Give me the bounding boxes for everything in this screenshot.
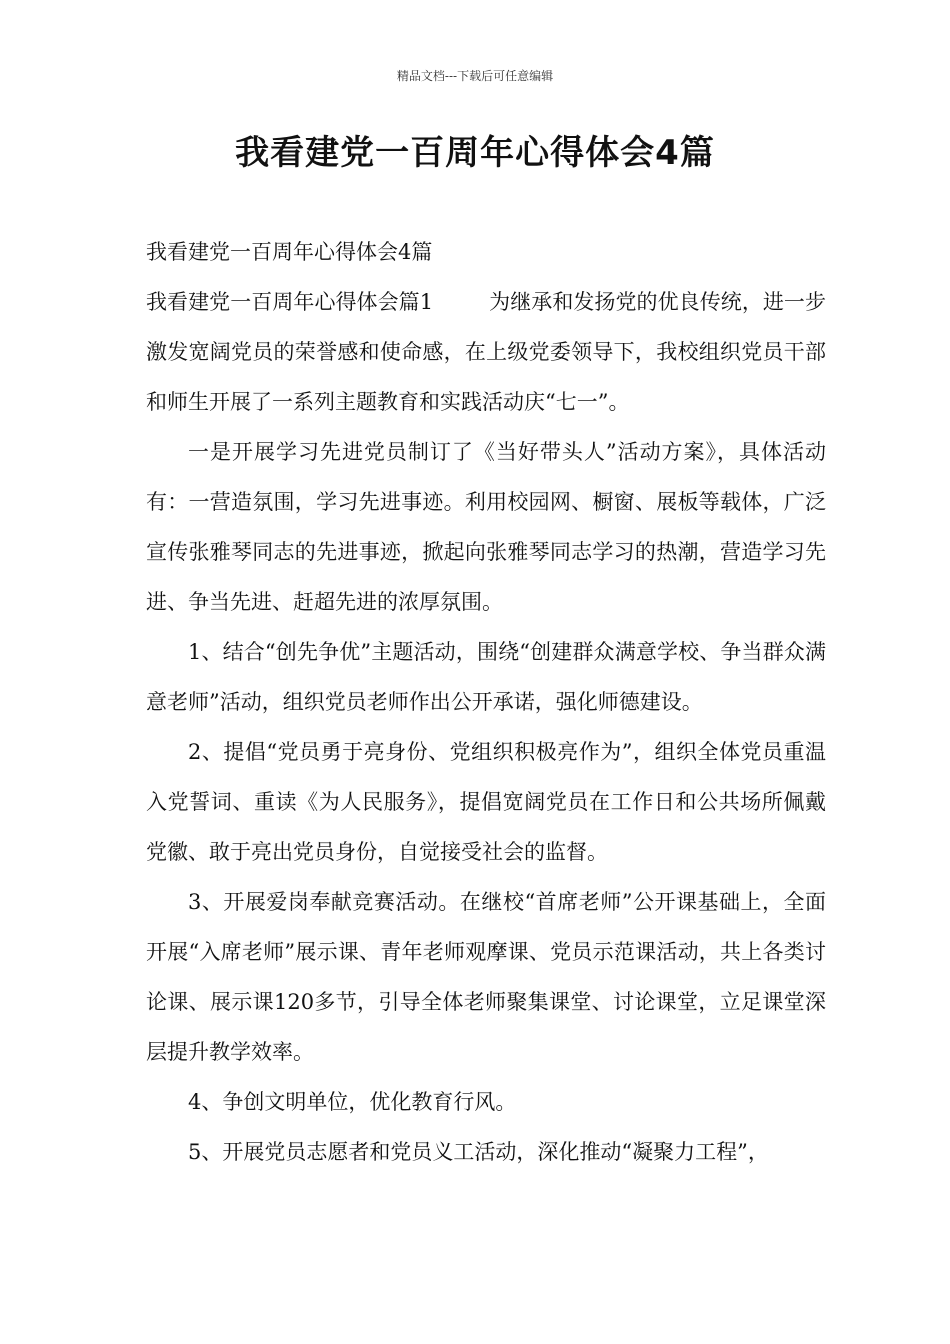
section-label: 我看建党一百周年心得体会篇1 (146, 290, 434, 314)
section-paragraph (146, 277, 826, 427)
body-paragraph: 3、开展爱岗奉献竞赛活动。在继校“首席老师”公开课基础上，全面开展“入席老师”展示课、青年老师观摩课、党员示范课活动，共上各类讨论课、展示课120多节，引导全体老师聚集课堂、讨论课堂，立足课堂深层提升教学效率。 (146, 890, 826, 1064)
section-intro: 为继承和发扬党的优良传统，进一步激发宽阔党员的荣誉感和使命感，在上级党委领导下，我校组织党员干部和师生开展了一系列主题教育和实践活动庆“七一”。 (146, 290, 826, 414)
body-paragraph: 一是开展学习先进党员制订了《当好带头人”活动方案》，具体活动有：一营造氛围，学习先进事迹。利用校园网、橱窗、展板等载体，广泛宣传张雅琴同志的先进事迹，掀起向张雅琴同志学习的热潮，营造学习先进、争当先进、赶超先进的浓厚氛围。 (146, 440, 826, 614)
document-body (146, 227, 826, 1177)
body-paragraph: 1、结合“创先争优”主题活动，围绕“创建群众满意学校、争当群众满意老师”活动，组织党员老师作出公开承诺，强化师德建设。 (146, 640, 826, 714)
header-note: 精品文档---下载后可任意编辑 (396, 69, 554, 83)
body-paragraph: 5、开展党员志愿者和党员义工活动，深化推动“凝聚力工程”， (188, 1140, 769, 1164)
document-title: 我看建党一百周年心得体会4篇 (235, 133, 715, 173)
body-paragraph: 2、提倡“党员勇于亮身份、党组织积极亮作为”，组织全体党员重温入党誓词、重读《为人民服务》，提倡宽阔党员在工作日和公共场所佩戴党徽、敢于亮出党员身份，自觉接受社会的监督。 (146, 740, 826, 864)
subtitle-paragraph: 我看建党一百周年心得体会4篇 (146, 240, 433, 264)
body-paragraph: 4、争创文明单位，优化教育行风。 (188, 1090, 517, 1114)
